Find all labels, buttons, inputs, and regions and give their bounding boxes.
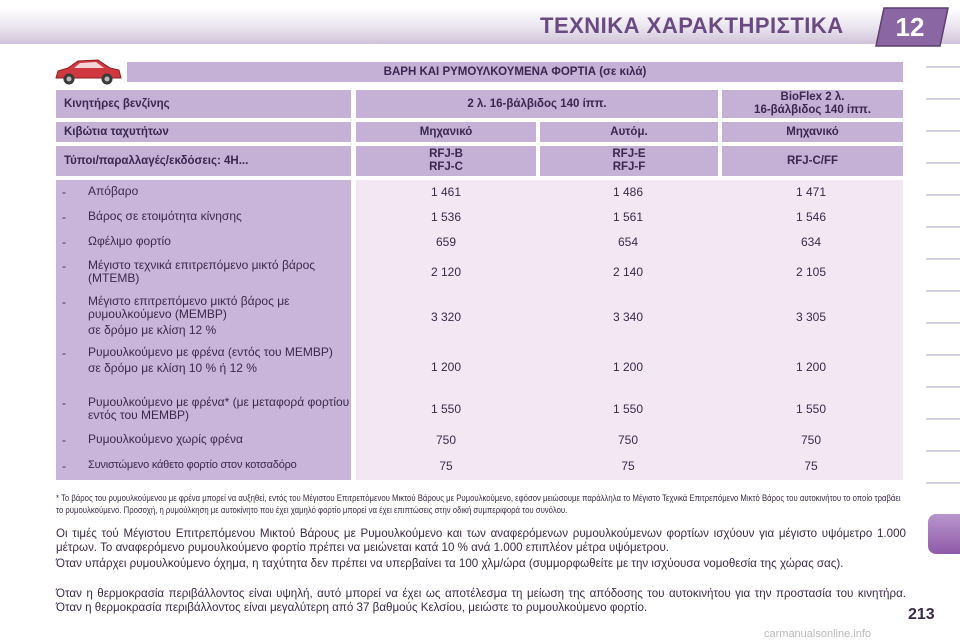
chapter-tab-divider [926,258,960,260]
row-value: 1 546 [795,210,827,224]
row-value: 654 [617,235,639,249]
row-sublabel: σε δρόμο με κλίση 12 % [88,323,217,337]
engines-label: Κινητήρες βενζίνης [56,90,351,118]
type-line: RFJ-C/FF [786,154,839,167]
row-value: 2 105 [795,265,827,279]
chapter-tab-divider [926,482,960,484]
chapter-tab-divider [926,226,960,228]
type-line: RFJ-B [429,148,463,160]
car-icon [52,56,124,88]
watermark: carmanualsonline.info [764,628,872,640]
row-value: 1 200 [612,360,644,374]
paragraph: Όταν υπάρχει ρυμουλκούμενο όχημα, η ταχύτητα δεν πρέπει να υπερβαίνει τα 100 χλμ/ώρα (συμμορφωθείτε με την ισχύουσα νομοθεσία της χώρας σας). [56,557,844,570]
engines-row [56,90,903,118]
row-value: 1 461 [430,185,462,199]
chapter-tab-divider [926,386,960,388]
row-value: 1 536 [430,210,462,224]
row-value: 1 550 [612,402,644,416]
row-value: 1 486 [612,185,644,199]
page-title: ΤΕΧΝΙΚΑ ΧΑΡΑΚΤΗΡΙΣΤΙΚΑ [540,13,844,38]
engine-bioflex-heading [722,90,903,118]
chapter-tab-divider [926,98,960,100]
row-value: 750 [800,433,822,447]
row-label: Συνιστώμενο κάθετο φορτίο στον κοτσαδόρο [88,459,297,471]
gearbox-value: Μηχανικό [356,122,536,142]
top-banner [0,0,960,48]
row-label: Ωφέλιμο φορτίο [88,234,171,248]
row-value: 1 200 [430,360,462,374]
gearbox-label: Κιβώτια ταχυτήτων [56,122,351,142]
chapter-tab-divider [926,354,960,356]
row-label: Βάρος σε ετοιμότητα κίνησης [88,209,242,223]
row-value: 1 550 [795,402,827,416]
row-value: 75 [621,459,635,473]
row-label: Ρυμουλκούμενο χωρίς φρένα [88,432,243,446]
bullet-dash: - [62,235,66,249]
row-value: 634 [800,235,822,249]
engine-heading: 2 λ. 16-βάλβιδος 140 ίππ. [356,90,718,118]
chapter-tab-divider [926,130,960,132]
chapter-tab-divider [926,194,960,196]
gearbox-row [56,122,903,142]
row-label: Ρυμουλκούμενο με φρένα* (με μεταφορά φορτίου εντός του MEMBP) [88,395,350,422]
row-value: 2 140 [612,265,644,279]
gearbox-value: Μηχανικό [722,122,903,142]
table-title: ΒΑΡΗ ΚΑΙ ΡΥΜΟΥΛΚΟΥΜΕΝΑ ΦΟΡΤΙΑ (σε κιλά) [127,62,903,82]
type-value [722,146,903,176]
bullet-dash: - [62,295,66,309]
paragraph: Όταν η θερμοκρασία περιβάλλοντος είναι υψηλή, αυτό μπορεί να έχει ως αποτέλεσμα τη μείωση της απόδοσης του αυτοκινήτου για την προστασία του κινητήρα. Όταν η θερμοκρασία περιβάλλοντος είναι μεγαλύτερη από 37 βαθμούς Κελσίου, μειώστε το ρυμουλκούμενο φορτίο. [56,587,906,614]
types-row [56,146,903,176]
gearbox-value: Αυτόμ. [540,122,718,142]
chapter-tab-divider [926,418,960,420]
row-value: 3 340 [612,310,644,324]
chapter-number: 12 [895,12,925,42]
bullet-dash: - [62,433,66,447]
bullet-dash: - [62,396,66,410]
chapter-tab-active[interactable] [928,514,960,554]
bullet-dash: - [62,259,66,273]
type-value [356,146,536,176]
bullet-dash: - [62,210,66,224]
engine-bioflex-line2: 16-βάλβιδος 140 ίππ. [754,104,871,116]
row-value: 1 200 [795,360,827,374]
row-value: 659 [435,235,457,249]
row-label-block [88,295,350,337]
chapter-tab-divider [926,66,960,68]
footnote: * Το βάρος του ρυμουλκούμενου με φρένα μπορεί να αυξηθεί, εντός του Μέγιστου Επιτρεπόμενου Μικτού Βάρους με Ρυμουλκούμενο, εφόσον μειώσουμε παράλληλα το Μέγιστο Τεχνικά Επιτρεπόμενο Μικτό Βάρος του αυτοκινήτου το οποίο τραβάει το ρυμουλκούμενο. Προσοχή, η ρυμούλκηση με αυτοκίνητο που έχει χαμηλό φορτίο μπορεί να έχει επιπτώσεις στην οδική συμπεριφορά του συνόλου. [56,493,901,515]
row-value: 1 550 [430,402,462,416]
bullet-dash: - [62,459,66,473]
chapter-tabs [926,66,960,496]
chapter-badge [874,2,952,48]
bullet-dash: - [62,346,66,360]
row-value: 1 561 [612,210,644,224]
chapter-tab-divider [926,450,960,452]
chapter-tab-divider [926,322,960,324]
row-label: Απόβαρο [88,184,139,198]
types-label: Τύποι/παραλλαγές/εκδόσεις: 4H... [56,146,351,176]
type-line: RFJ-C [429,161,463,173]
chapter-tab-divider [926,290,960,292]
type-line: RFJ-E [612,148,646,160]
row-value: 1 471 [795,185,827,199]
row-value: 75 [439,459,453,473]
row-label-block [88,346,350,375]
type-value [540,146,718,176]
row-label: Μέγιστο επιτρεπόμενο μικτό βάρος με ρυμουλκούμενο (MEMBP) [88,294,290,321]
row-label: Μέγιστο τεχνικά επιτρεπόμενο μικτό βάρος (MTEMB) [88,258,316,285]
page-number: 213 [908,606,935,623]
row-value: 3 305 [795,310,827,324]
row-value: 3 320 [430,310,462,324]
paragraph: Οι τιμές τού Μέγιστου Επιτρεπόμενου Μικτού Βάρους με Ρυμουλκούμενο και των αναφερόμενων ρυμουλκούμενων φορτίων ισχύουν για μέγιστο υψόμετρο 1.000 μέτρων. Το αναφερόμενο ρυμουλκούμενο φορτίο πρέπει να μειώνεται κατά 10 % ανά 1.000 επιπλέον μέτρα υψόμετρου. [56,527,906,554]
type-line: RFJ-F [612,161,646,173]
chapter-tab-divider [926,162,960,164]
row-value: 750 [617,433,639,447]
row-value: 75 [804,459,818,473]
row-value: 2 120 [430,265,462,279]
row-label: Ρυμουλκούμενο με φρένα (εντός του MEMBP) [88,345,333,359]
weights-table-body [56,180,903,480]
engine-bioflex-line1: BioFlex 2 λ. [780,91,845,103]
row-sublabel: σε δρόμο με κλίση 10 % ή 12 % [88,361,257,375]
row-value: 750 [435,433,457,447]
bullet-dash: - [62,185,66,199]
